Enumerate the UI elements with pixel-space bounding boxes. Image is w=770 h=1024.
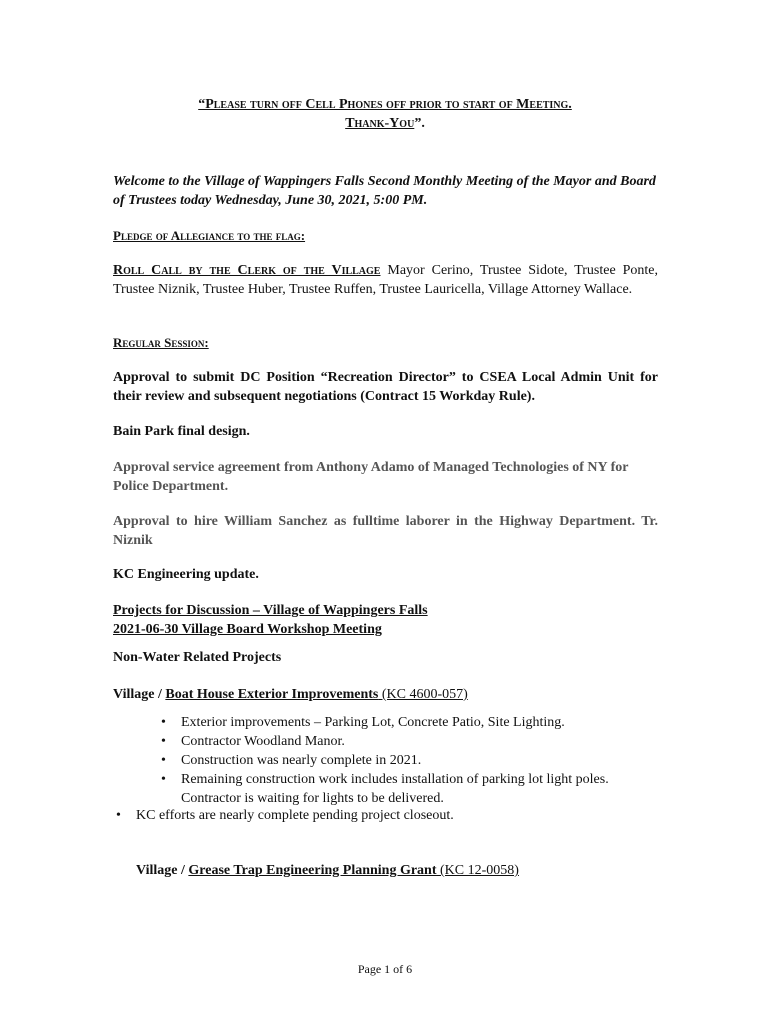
boat-house-code: (KC 4600-057) bbox=[378, 687, 468, 702]
notice-line-1: “Please turn off Cell Phones off prior to start of Meeting. bbox=[198, 97, 572, 112]
boat-house-title: Boat House Exterior Improvements bbox=[165, 687, 379, 702]
projects-line-1: Projects for Discussion – Village of Wappingers Falls bbox=[113, 603, 428, 618]
pledge-heading: Pledge of Allegiance to the flag: bbox=[113, 228, 306, 243]
page-number: Page 1 of 6 bbox=[357, 962, 413, 976]
bullet-item: • Remaining construction work includes installation of parking lot light poles. Contractor is waiting for lights to be delivered. bbox=[161, 772, 609, 806]
boat-house-bullets bbox=[161, 713, 661, 808]
bullet-item: • Construction was nearly complete in 2021. bbox=[161, 753, 422, 768]
outer-bullets bbox=[116, 806, 656, 825]
non-water-heading: Non-Water Related Projects bbox=[113, 650, 282, 665]
bullet-icon: • bbox=[161, 753, 166, 768]
bullet-icon: • bbox=[161, 734, 166, 749]
roll-call bbox=[113, 261, 658, 299]
boat-house-heading bbox=[113, 685, 658, 704]
agenda-item-1: Approval to submit DC Position “Recreation Director” to CSEA Local Admin Unit for their review and subsequent negotiations (Contract 15 Workday Rule). bbox=[113, 370, 658, 404]
bullet-icon: • bbox=[116, 808, 121, 823]
bullet-icon: • bbox=[161, 715, 166, 730]
notice-line-2-tail: ”. bbox=[414, 116, 425, 131]
notice-heading bbox=[60, 95, 710, 133]
projects-line-2: 2021-06-30 Village Board Workshop Meeting bbox=[113, 622, 382, 637]
grease-trap-prefix: Village / bbox=[136, 863, 189, 878]
boat-house-prefix: Village / bbox=[113, 687, 166, 702]
grease-trap-heading bbox=[136, 861, 656, 880]
grease-trap-code: (KC 12-0058) bbox=[436, 863, 519, 878]
bullet-item: • KC efforts are nearly complete pending project closeout. bbox=[116, 808, 454, 823]
agenda-item-4: Approval to hire William Sanchez as fulltime laborer in the Highway Department. Tr. Niznik bbox=[113, 514, 658, 548]
agenda-item-2: Bain Park final design. bbox=[113, 424, 250, 439]
agenda-item-3: Approval service agreement from Anthony Adamo of Managed Technologies of NY for Police Department. bbox=[113, 460, 629, 494]
roll-call-heading: Roll Call by the Clerk of the Village bbox=[113, 263, 381, 278]
welcome-text: Welcome to the Village of Wappingers Falls Second Monthly Meeting of the Mayor and Board of Trustees today Wednesday, June 30, 2021, 5:00 PM. bbox=[113, 174, 656, 208]
grease-trap-title: Grease Trap Engineering Planning Grant bbox=[188, 863, 437, 878]
agenda-item-5: KC Engineering update. bbox=[113, 567, 259, 582]
bullet-item: • Contractor Woodland Manor. bbox=[161, 734, 345, 749]
roll-call-text: Mayor Cerino, Trustee Sidote, Trustee Ponte, Trustee Niznik, Trustee Huber, Trustee Ruffen, Trustee Lauricella, Village Attorney Wallace. bbox=[113, 263, 658, 297]
bullet-icon: • bbox=[161, 772, 166, 787]
projects-heading bbox=[113, 601, 658, 639]
bullet-item: • Exterior improvements – Parking Lot, Concrete Patio, Site Lighting. bbox=[161, 715, 565, 730]
regular-session-heading: Regular Session: bbox=[113, 335, 209, 350]
notice-line-2: Thank-You bbox=[345, 116, 415, 131]
